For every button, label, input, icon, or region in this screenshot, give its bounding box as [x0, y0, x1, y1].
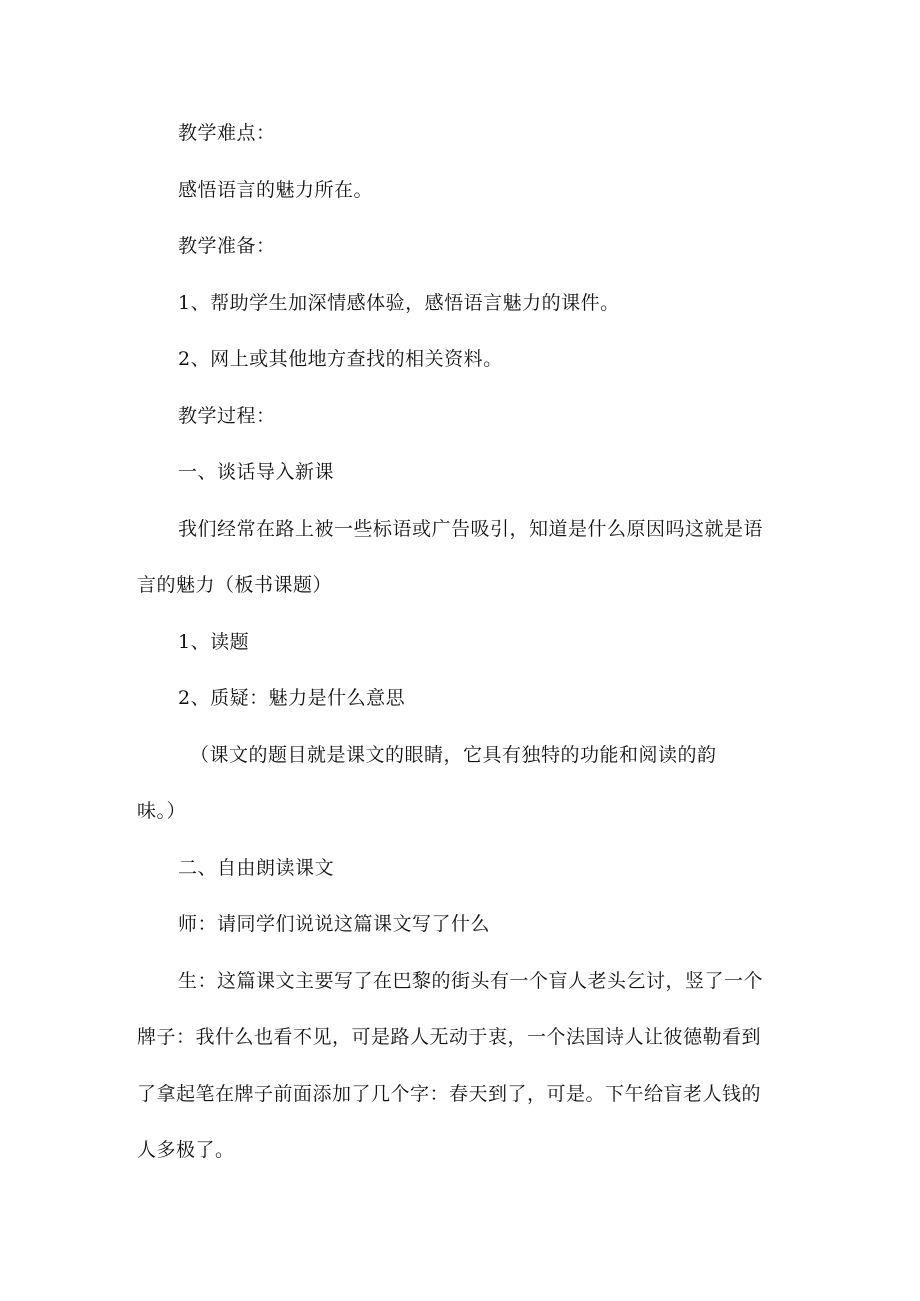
step-read-title: 1、读题 [178, 631, 250, 653]
section-heading-2: 二、自由朗读课文 [178, 857, 335, 879]
paragraph-intro-line-1: 我们经常在路上被一些标语或广告吸引，知道是什么原因吗这就是语 [178, 518, 764, 540]
heading-teaching-process: 教学过程： [178, 405, 276, 427]
paragraph-difficulty-content: 感悟语言的魅力所在。 [178, 179, 374, 201]
paragraph-note-line-2: 味。） [137, 800, 187, 822]
paragraph-student-answer-line-4: 人多极了。 [137, 1139, 235, 1161]
preparation-item-1: 1、帮助学生加深情感体验，感悟语言魅力的课件。 [178, 292, 620, 314]
paragraph-teacher-question: 师：请同学们说说这篇课文写了什么 [178, 913, 491, 935]
paragraph-student-answer-line-3: 了拿起笔在牌子前面添加了几个字：春天到了，可是。下午给盲老人钱的 [137, 1083, 762, 1105]
preparation-item-2: 2、网上或其他地方查找的相关资料。 [178, 348, 503, 370]
paragraph-note-line-1: （课文的题目就是课文的眼睛，它具有独特的功能和阅读的韵 [190, 744, 717, 766]
paragraph-student-answer-line-2: 牌子：我什么也看不见，可是路人无动于衷，一个法国诗人让彼德勒看到 [137, 1026, 762, 1048]
heading-teaching-preparation: 教学准备： [178, 235, 276, 257]
paragraph-student-answer-line-1: 生：这篇课文主要写了在巴黎的街头有一个盲人老头乞讨，竖了一个 [178, 970, 764, 992]
heading-teaching-difficulty: 教学难点： [178, 122, 276, 144]
paragraph-intro-line-2: 言的魅力（板书课题） [137, 574, 333, 596]
section-heading-1: 一、谈话导入新课 [178, 461, 335, 483]
step-question: 2、质疑：魅力是什么意思 [178, 687, 406, 709]
